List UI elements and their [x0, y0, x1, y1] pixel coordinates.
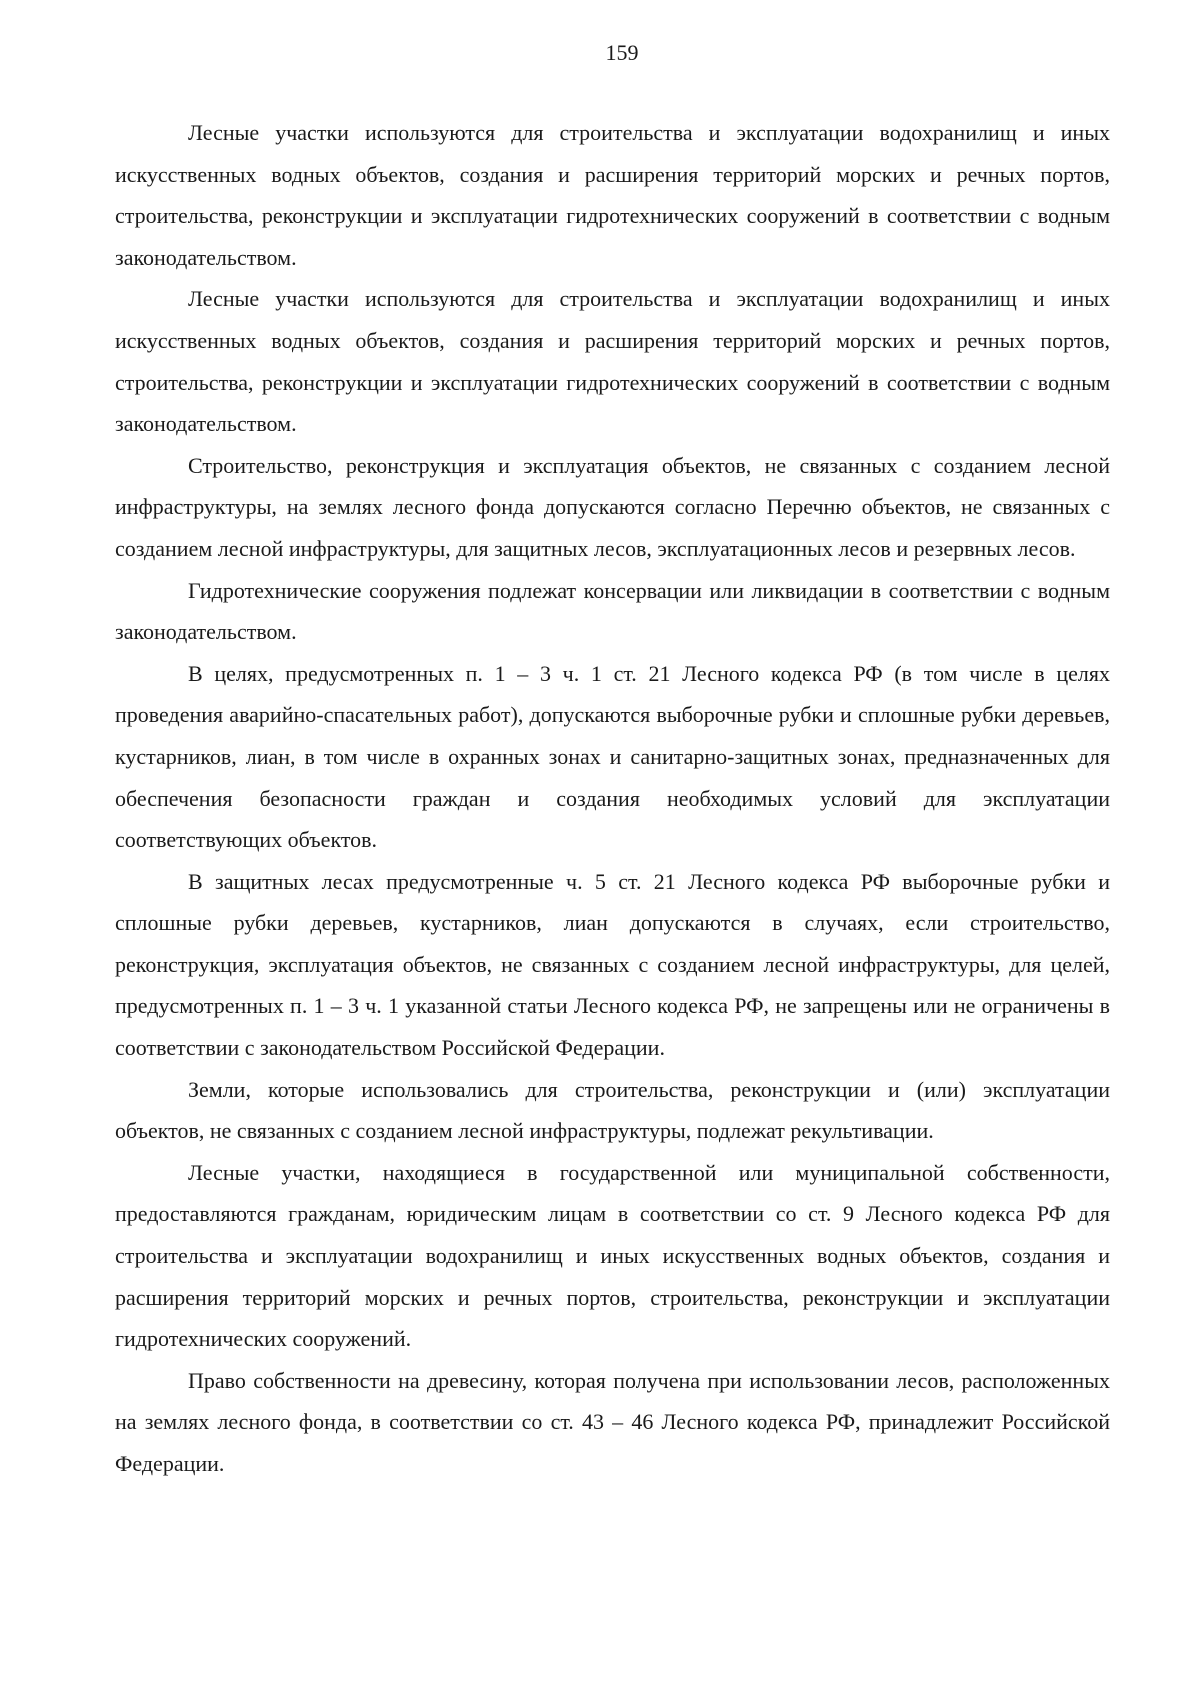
paragraph: Лесные участки используются для строительства и эксплуатации водохранилищ и иных искусственных водных объектов, создания и расширения территорий морских и речных портов, строительства, реконструкции и эксплуатации гидротехнических сооружений в соответствии с водным законодательством.: [115, 286, 1110, 437]
paragraph: Лесные участки используются для строительства и эксплуатации водохранилищ и иных искусственных водных объектов, создания и расширения территорий морских и речных портов, строительства, реконструкции и эксплуатации гидротехнических сооружений в соответствии с водным законодательством.: [115, 120, 1110, 270]
paragraph: Строительство, реконструкция и эксплуатация объектов, не связанных с созданием лесной инфраструктуры, на землях лесного фонда допускаются согласно Перечню объектов, не связанных с созданием лесной инфраструктуры, для защитных лесов, эксплуатационных лесов и резервных лесов.: [115, 452, 1110, 561]
paragraph: В целях, предусмотренных п. 1 – 3 ч. 1 ст. 21 Лесного кодекса РФ (в том числе в целях проведения аварийно-спасательных работ), допускаются выборочные рубки и сплошные рубки деревьев, кустарников, лиан, в том числе в охранных зонах и санитарно-защитных зонах, предназначенных для обеспечения безопасности граждан и создания необходимых условий для эксплуатации соответствующих объектов.: [115, 660, 1110, 853]
paragraph: В защитных лесах предусмотренные ч. 5 ст. 21 Лесного кодекса РФ выборочные рубки и сплошные рубки деревьев, кустарников, лиан допускаются в случаях, если строительство, реконструкция, эксплуатация объектов, не связанных с созданием лесной инфраструктуры, для целей, предусмотренных п. 1 – 3 ч. 1 указанной статьи Лесного кодекса РФ, не запрещены или не ограничены в соответствии с законодательством Российской Федерации.: [115, 868, 1110, 1061]
paragraph: Право собственности на древесину, которая получена при использовании лесов, расположенных на землях лесного фонда, в соответствии со ст. 43 – 46 Лесного кодекса РФ, принадлежит Российской Федерации.: [115, 1367, 1110, 1476]
paragraph: Земли, которые использовались для строительства, реконструкции и (или) эксплуатации объектов, не связанных с созданием лесной инфраструктуры, подлежат рекультивации.: [115, 1076, 1110, 1144]
page-number: 159: [605, 40, 639, 65]
document-body: [115, 112, 1110, 1485]
paragraph: Гидротехнические сооружения подлежат консервации или ликвидации в соответствии с водным законодательством.: [115, 577, 1110, 645]
paragraph: Лесные участки, находящиеся в государственной или муниципальной собственности, предоставляются гражданам, юридическим лицам в соответствии со ст. 9 Лесного кодекса РФ для строительства и эксплуатации водохранилищ и иных искусственных водных объектов, создания и расширения территорий морских и речных портов, строительства, реконструкции и эксплуатации гидротехнических сооружений.: [115, 1159, 1110, 1352]
